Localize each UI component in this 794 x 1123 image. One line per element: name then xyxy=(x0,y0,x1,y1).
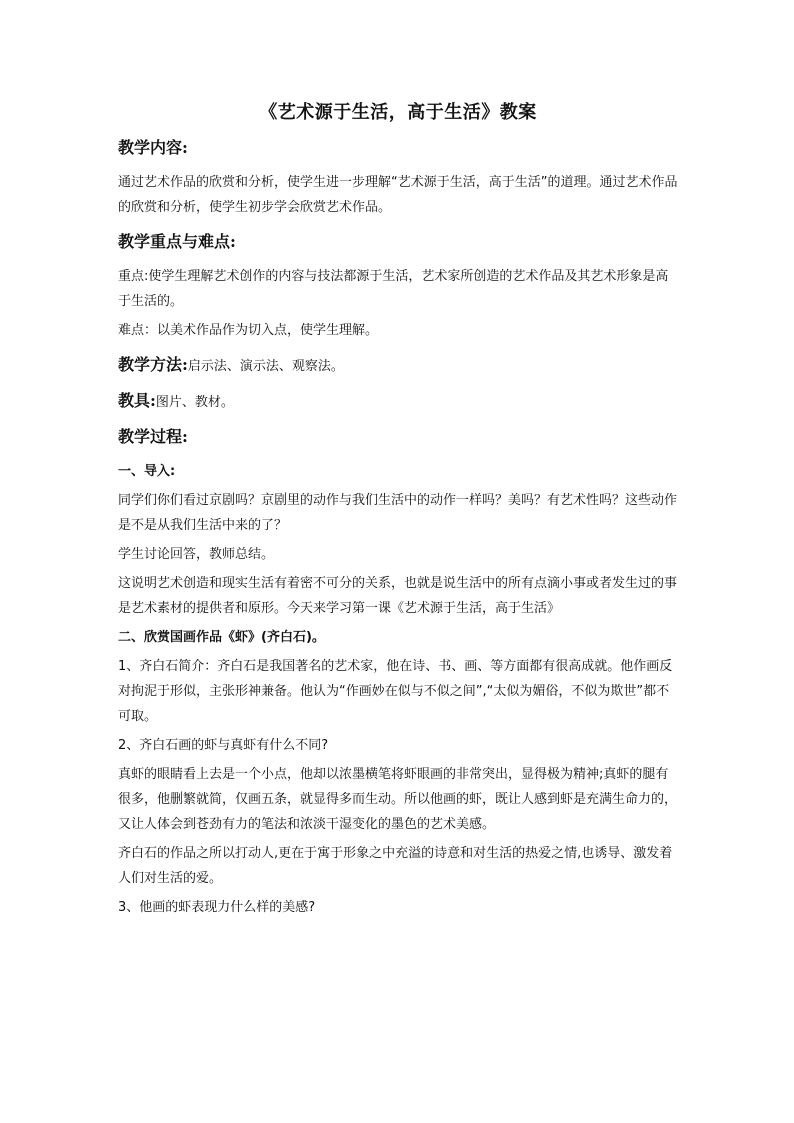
methods-value: 启示法、演示法、观察法。 xyxy=(187,359,344,374)
section-heading-tools xyxy=(118,389,678,415)
item-2-paragraph-1: 真虾的眼睛看上去是一个小点，他却以浓墨横笔将虾眼画的非常突出，显得极为精神;真虾的腿有很多，他删繁就简，仅画五条，就显得多而生动。所以他画的虾，既让人感到虾是充满生命力的，又让人体会到苍劲有力的笔法和浓淡干湿变化的墨色的艺术美感。 xyxy=(118,767,678,832)
content-paragraph: 通过艺术作品的欣赏和分析，使学生进一步理解“艺术源于生活，高于生活”的道理。通过艺术作品的欣赏和分析，使学生初步学会欣赏艺术作品。 xyxy=(118,175,678,215)
tools-label: 教具: xyxy=(118,391,156,410)
tools-value: 图片、教材。 xyxy=(155,395,234,410)
list-item-3: 3、他画的虾表现力什么样的美感? xyxy=(118,900,316,915)
item-2-paragraph-2: 齐白石的作品之所以打动人,更在于寓于形象之中充溢的诗意和对生活的热爱之情,也诱导、激发着人们对生活的爱。 xyxy=(118,846,673,886)
list-item-1: 1、齐白石简介：齐白石是我国著名的艺术家，他在诗、书、画、等方面都有很高成就。他作画反对拘泥于形似，主张形神兼备。他认为“作画妙在似与不似之间”,“太似为媚俗，不似为欺世”都不可取。 xyxy=(118,659,673,724)
intro-paragraph-2: 学生讨论回答，教师总结。 xyxy=(118,547,275,562)
subheading-appreciation: 二、欣赏国画作品《虾》(齐白石)。 xyxy=(118,630,325,645)
document-page xyxy=(118,100,678,924)
list-item-2: 2、齐白石画的虾与真虾有什么不同? xyxy=(118,738,329,753)
methods-label: 教学方法: xyxy=(118,355,188,374)
document-title: 《艺术源于生活，高于生活》教案 xyxy=(259,102,537,123)
section-heading-process: 教学过程: xyxy=(118,427,188,446)
intro-paragraph-1: 同学们你们看过京剧吗？京剧里的动作与我们生活中的动作一样吗？美吗？有艺术性吗？这些动作是不是从我们生活中来的了？ xyxy=(118,493,678,533)
difficulty-paragraph: 难点：以美术作品作为切入点，使学生理解。 xyxy=(118,323,379,338)
section-heading-focus: 教学重点与难点: xyxy=(118,232,236,251)
intro-paragraph-3: 这说明艺术创造和现实生活有着密不可分的关系，也就是说生活中的所有点滴小事或者发生过的事是艺术素材的提供者和原形。今天来学习第一课《艺术源于生活，高于生活》 xyxy=(118,576,678,616)
section-heading-content: 教学内容: xyxy=(118,138,188,157)
subheading-intro: 一、导入: xyxy=(118,464,176,479)
key-point-paragraph: 重点:使学生理解艺术创作的内容与技法都源于生活，艺术家所创造的艺术作品及其艺术形象是高于生活的。 xyxy=(118,269,669,309)
section-heading-methods xyxy=(118,353,678,379)
